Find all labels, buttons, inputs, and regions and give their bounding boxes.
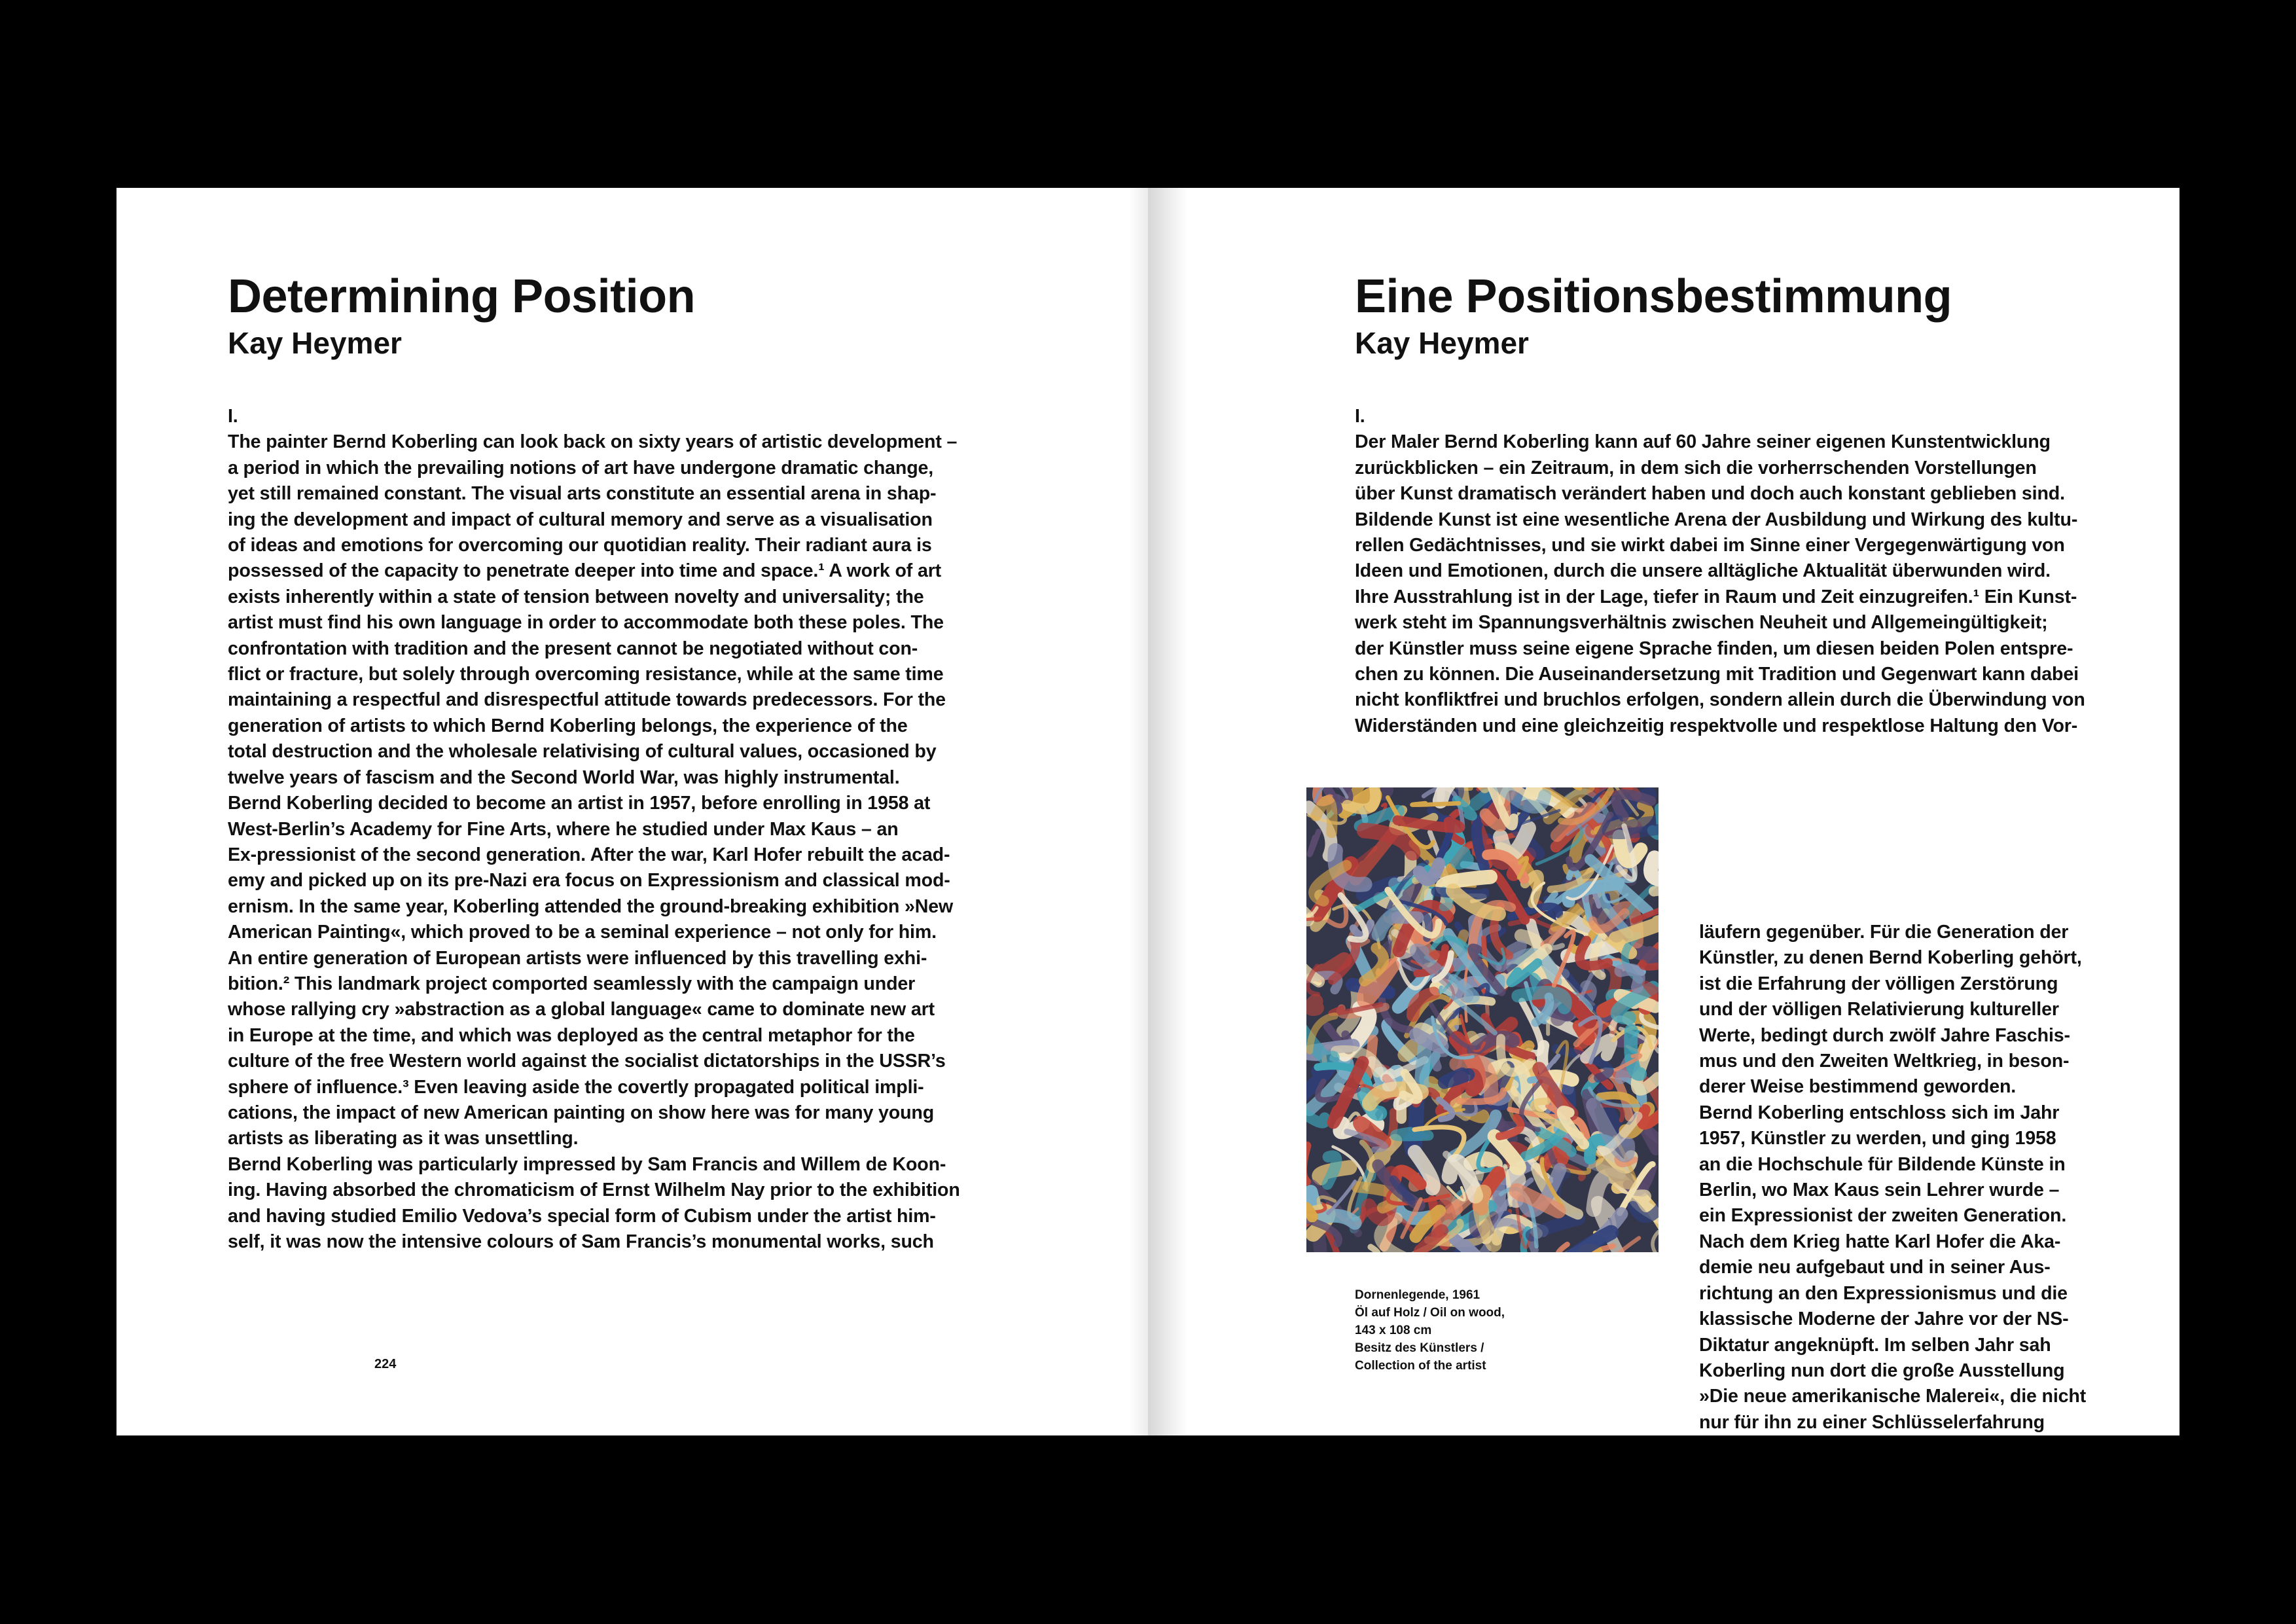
caption-dimensions: 143 x 108 cm xyxy=(1355,1324,1432,1337)
paint-stroke xyxy=(1475,795,1486,804)
artwork-image xyxy=(1306,787,1659,1252)
page-number: 224 xyxy=(374,1357,397,1371)
caption-owner-en: Collection of the artist xyxy=(1355,1359,1486,1373)
author-name: Kay Heymer xyxy=(228,326,402,360)
body-text: I. The painter Bernd Koberling can look back on sixty years of artistic development – a period in which the prevailing notions of art have undergone dramatic change, yet still remained constant. The visual arts constitute an essential arena in shap- ing the development and impact of cultural memory and serve as a visualisation of ideas and emotions for overcoming our quotidian reality. Their radiant aura is possessed of the capacity to penetrate deeper into time and space.¹ A work of art exists inherently within a state of tension between novelty and universality; the artist must find his own language in order to accommodate both these poles. The confrontation with tradition and the present cannot be negotiated without con- flict or fracture, but solely through overcoming resistance, while at the same time maintaining a respectful and disrespectful attitude towards predecessors. For the generation of artists to which Bernd Koberling belongs, the experience of the total destruction and the wholesale relativising of cultural values, occasioned by twelve years of fascism and the Second World War, was highly instrumental. Bernd Koberling decided to become an artist in 1957, before enrolling in 1958 at West-Berlin’s Academy for Fine Arts, where he studied under Max Kaus – an Ex-pressionist of the second generation. After the war, Karl Hofer rebuilt the acad- emy and picked up on its pre-Nazi era focus on Expressionism and classical mod- ernism. In the same year, Koberling attended the ground-breaking exhibition »New American Painting«, which proved to be a seminal experience – not only for him. An entire generation of European artists were influenced by this travelling exhi- bition.² This landmark project comported seamlessly with the campaign under whose rallying cry »abstraction as a global language« came to dominate new art in Europe at the time, and which was deployed as the central metaphor for the culture of the free Western world against the socialist dictatorships in the USSR’s sphere of influence.³ Even leaving aside the covertly propagated political impli- cations, the impact of new American painting on show here was for many young artists as liberating as it was unsettling. Bernd Koberling was particularly impressed by Sam Francis and Willem de Koon- ing. Having absorbed the chromaticism of Ernst Wilhelm Nay prior to the exhibition and having studied Emilio Vedova’s special form of Cubism under the artist him- self, it was now the intensive colours of Sam Francis’s monumental works, such xyxy=(228,406,960,1252)
paint-stroke xyxy=(1323,1216,1355,1223)
paint-stroke xyxy=(1651,858,1659,880)
page-title: Determining Position xyxy=(228,270,696,323)
paint-stroke xyxy=(1441,787,1448,801)
gutter-shadow xyxy=(1148,188,1187,1435)
body-text-column: läufern gegenüber. Für die Generation der Künstler, zu denen Bernd Koberling gehört, ist die Erfahrung der völligen Zerstörung und der völligen Relativierung kultureller Werte, bedingt durch zwölf Jahre Faschis- mus und den Zweiten Weltkrieg, in beson- derer Weise bestimmend geworden. Bernd Koberling entschloss sich im Jahr 1957, Künstler zu werden, und ging 1958 an die Hochschule für Bildende Künste in Berlin, wo Max Kaus sein Lehrer wurde – ein Expressionist der zweiten Generation. Nach dem Krieg hatte Karl Hofer die Aka- demie neu aufgebaut und in seiner Aus- richtung an den Expressionismus und die klassische Moderne der Jahre vor der NS- Diktatur angeknüpft. Im selben Jahr sah Koberling nun dort die große Ausstellung »Die neue amerikanische Malerei«, die nicht nur für ihn zu einer Schlüsselerfahrung xyxy=(1699,922,2087,1433)
body-text-top: I. Der Maler Bernd Koberling kann auf 60 Jahre seiner eigenen Kunstentwicklung zurückblicken – ein Zeitraum, in dem sich die vorherrschenden Vorstellungen über Kunst dramatisch verändert haben und doch auch konstant geblieben sind. Bildende Kunst ist eine wesentliche Arena der Ausbildung und Wirkung des kultu- rellen Gedächtnisses, und sie wirkt dabei im Sinne einer Vergegenwärtigung von Ideen und Emotionen, durch die unsere alltägliche Aktualität überwunden wird. Ihre Ausstrahlung ist in der Lage, tiefer in Raum und Zeit einzugreifen.¹ Ein Kunst- werk steht im Spannungsverhältnis zwischen Neuheit und Allgemeingültigkeit; der Künstler muss seine eigene Sprache finden, um diesen beiden Polen entspre- chen zu können. Die Auseinandersetzung mit Tradition und Gegenwart kann dabei nicht konfliktfrei und bruchlos erfolgen, sondern allein durch die Überwindung von Widerständen und eine gleichzeitig respektvolle und respektlose Haltung den Vor- xyxy=(1355,406,2085,736)
paint-stroke xyxy=(1395,1132,1429,1136)
right-page xyxy=(1148,188,2179,1435)
caption-title: Dornenlegende, 1961 xyxy=(1355,1288,1480,1302)
page-title: Eine Positionsbestimmung xyxy=(1355,270,1952,323)
gutter-shadow xyxy=(1128,188,1148,1435)
paint-stroke xyxy=(1327,1156,1336,1184)
caption-owner: Besitz des Künstlers / xyxy=(1355,1341,1484,1355)
caption-medium: Öl auf Holz / Oil on wood, xyxy=(1355,1306,1505,1320)
artwork-caption xyxy=(1355,1286,1505,1375)
author-name: Kay Heymer xyxy=(1355,326,1529,360)
paint-stroke xyxy=(1306,1146,1307,1182)
paint-stroke xyxy=(1412,803,1460,805)
left-page xyxy=(117,188,1148,1435)
paint-stroke xyxy=(1311,1001,1316,1009)
paint-stroke xyxy=(1444,1074,1469,1083)
paint-stroke xyxy=(1458,854,1466,862)
